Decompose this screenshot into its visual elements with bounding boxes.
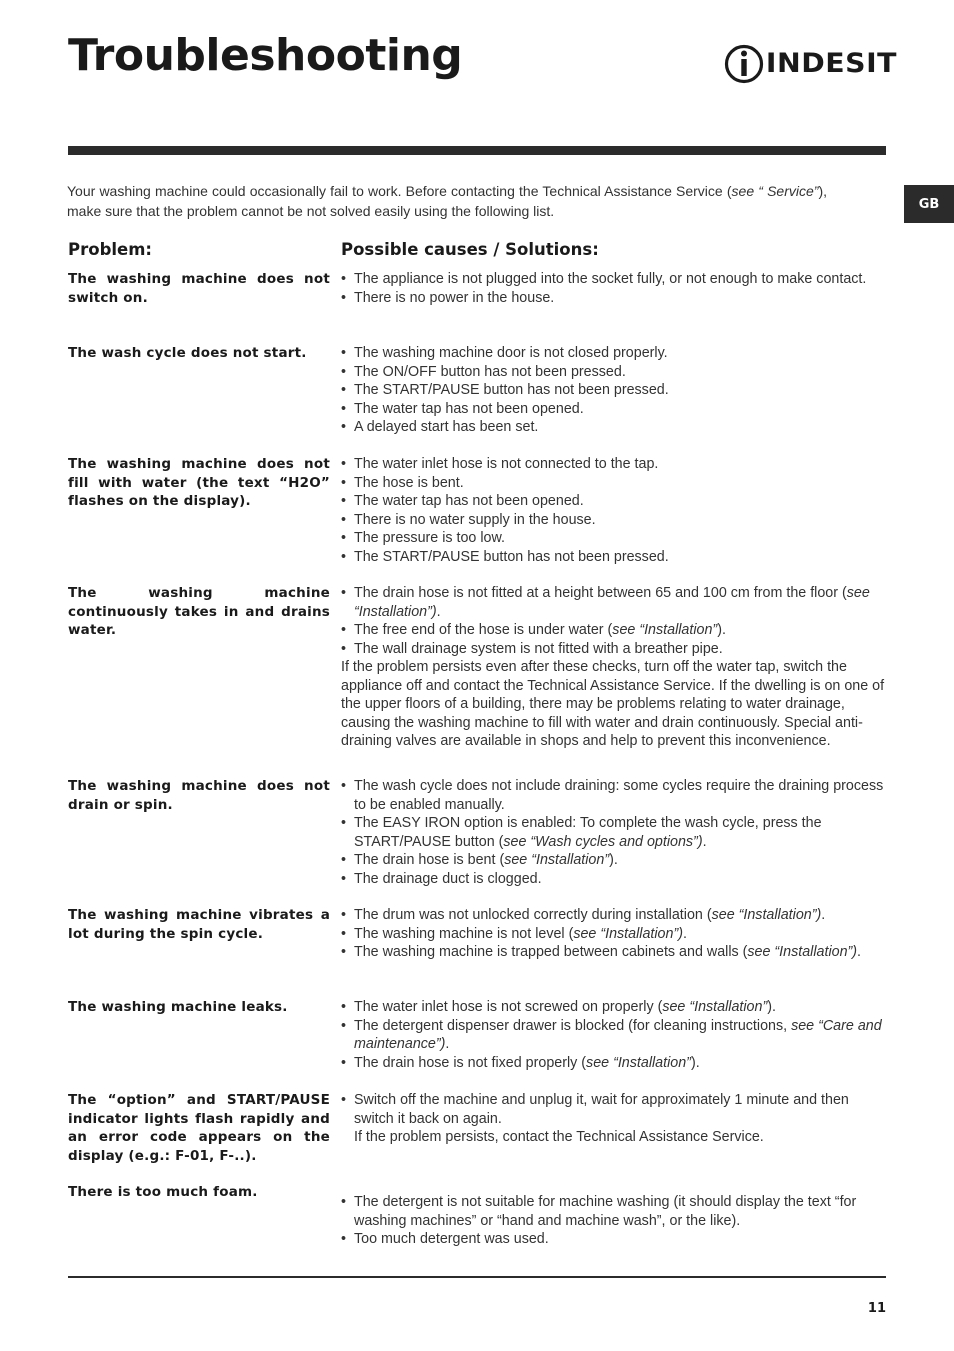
brand-name: INDESIT xyxy=(765,47,898,79)
problem-text: The “option” and START/PAUSE indicator lights flash rapidly and an error code appears on the display (e.g.: F-01, F-..). xyxy=(68,1092,330,1164)
problem-text: The washing machine does not fill with water (the text “H2O” flashes on the display). xyxy=(68,456,330,509)
additional-note: If the problem persists even after these checks, turn off the water tap, switch the appliance off and contact the Technical Assistance Service. If the dwelling is on one of the upper floors of a building, there may be problems relating to water drainage, causing the washing machine to fill with water and drain continuously. Special anti-draining valves are available in shops and help to prevent this inconvenience. xyxy=(341,659,885,749)
section-reference: see “Care and maintenance”) xyxy=(354,1017,882,1052)
cause-item xyxy=(341,814,886,851)
solutions-list xyxy=(341,270,886,307)
problem-text: The washing machine does not drain or spin. xyxy=(68,778,330,813)
solutions-list xyxy=(341,906,886,962)
additional-note: If the problem persists, contact the Technical Assistance Service. xyxy=(354,1129,764,1145)
cause-text: . xyxy=(857,944,862,960)
cause-text: The washing machine is trapped between cabinets and walls ( xyxy=(354,944,748,960)
header-rule xyxy=(68,146,886,155)
section-reference: see “Installation” xyxy=(504,852,610,868)
cause-item xyxy=(341,998,886,1017)
cause-text: The water inlet hose is not screwed on properly ( xyxy=(354,999,663,1015)
cause-text: The water tap has not been opened. xyxy=(354,493,584,509)
cause-text: The water inlet hose is not connected to the tap. xyxy=(354,456,659,472)
cause-text: The detergent is not suitable for machine washing (it should display the text “for washing machines” or “hand and machine wash”, or the like). xyxy=(354,1194,857,1229)
intro-paragraph xyxy=(67,181,827,221)
section-reference: see “Installation”) xyxy=(354,585,870,620)
cause-item xyxy=(341,870,886,889)
intro-service-reference: see “ Service” xyxy=(731,183,819,199)
language-tab: GB xyxy=(904,185,954,223)
cause-text: The pressure is too low. xyxy=(354,530,505,546)
solutions-list xyxy=(341,1091,886,1147)
cause-item xyxy=(341,1091,886,1128)
solutions-list xyxy=(341,1193,886,1249)
cause-item xyxy=(341,289,886,308)
cause-text: The hose is bent. xyxy=(354,474,464,491)
cause-text: . xyxy=(436,603,441,620)
cause-text: The detergent dispenser drawer is blocked (for cleaning instructions, xyxy=(354,1017,792,1034)
cause-text: The free end of the hose is under water ( xyxy=(354,622,613,638)
cause-text: ). xyxy=(690,1054,700,1071)
solutions-list xyxy=(341,344,886,437)
section-reference: see “Installation” xyxy=(586,1054,691,1071)
brand-logo xyxy=(724,40,898,86)
cause-text: Switch off the machine and unplug it, wait for approximately 1 minute and then switch it back on again. xyxy=(354,1092,849,1127)
cause-item xyxy=(341,363,886,382)
cause-text: The drainage duct is clogged. xyxy=(354,870,542,887)
cause-text: The wash cycle does not include draining: some cycles require the draining process to be enabled manually. xyxy=(354,778,884,813)
cause-item xyxy=(341,1193,886,1230)
cause-item xyxy=(341,943,886,962)
page-title: Troubleshooting xyxy=(68,30,463,81)
cause-text: The START/PAUSE button has not been pressed. xyxy=(354,548,669,565)
indesit-i-logo-icon xyxy=(724,40,764,86)
cause-item xyxy=(341,777,886,814)
cause-item xyxy=(341,851,886,870)
cause-text: The drain hose is not fitted at a height between 65 and 100 cm from the floor ( xyxy=(354,585,847,601)
cause-text: The START/PAUSE button has not been pressed. xyxy=(354,382,669,398)
cause-item xyxy=(341,400,886,419)
solutions-column-heading: Possible causes / Solutions: xyxy=(341,240,599,259)
cause-text: ). xyxy=(717,622,726,638)
cause-text: The water tap has not been opened. xyxy=(354,400,584,417)
cause-item xyxy=(341,418,886,437)
problem-text: The washing machine continuously takes in and drains water. xyxy=(68,585,330,638)
problem-text: The washing machine does not switch on. xyxy=(68,271,330,306)
cause-text: . xyxy=(682,925,687,942)
cause-text: A delayed start has been set. xyxy=(354,419,539,435)
cause-item xyxy=(341,1230,886,1249)
intro-text-2: ), make sure that the problem cannot be not solved easily using the following list. xyxy=(67,183,828,219)
problem-text: There is too much foam. xyxy=(68,1184,258,1200)
cause-text: The washing machine is not level ( xyxy=(354,925,574,942)
page-number: 11 xyxy=(867,1301,886,1316)
solutions-list xyxy=(341,584,886,751)
cause-item xyxy=(341,621,886,640)
cause-text: Too much detergent was used. xyxy=(354,1231,549,1247)
cause-text: . xyxy=(821,907,826,923)
cause-text: The drum was not unlocked correctly during installation ( xyxy=(354,907,712,923)
cause-text: The wall drainage system is not fitted with a breather pipe. xyxy=(354,640,723,657)
section-reference: see “Installation” xyxy=(662,999,768,1015)
cause-text: The drain hose is not fixed properly ( xyxy=(354,1054,587,1071)
problem-text: The washing machine leaks. xyxy=(68,999,288,1015)
solutions-list xyxy=(341,777,886,888)
cause-text: The EASY IRON option is enabled: To complete the wash cycle, press the START/PAUSE button ( xyxy=(354,815,822,850)
cause-text: There is no power in the house. xyxy=(354,289,555,306)
cause-item xyxy=(341,548,886,567)
cause-text: The washing machine door is not closed properly. xyxy=(354,345,668,361)
cause-item xyxy=(341,270,886,289)
cause-text: There is no water supply in the house. xyxy=(354,511,596,528)
cause-item xyxy=(341,492,886,511)
cause-text: ). xyxy=(767,999,776,1015)
cause-text: The ON/OFF button has not been pressed. xyxy=(354,363,626,380)
footer-rule xyxy=(68,1276,886,1278)
cause-item xyxy=(341,474,886,493)
cause-item xyxy=(341,640,886,659)
problem-text: The washing machine vibrates a lot during the spin cycle. xyxy=(68,907,330,942)
problem-text: The wash cycle does not start. xyxy=(68,345,307,361)
cause-item xyxy=(341,344,886,363)
cause-text: The drain hose is bent ( xyxy=(354,852,505,868)
cause-item xyxy=(341,1017,886,1054)
intro-text-1: Your washing machine could occasionally fail to work. Before contacting the Technical Assistance Service ( xyxy=(67,183,732,199)
cause-text: . xyxy=(702,833,707,850)
cause-item xyxy=(341,906,886,925)
section-reference: see “Wash cycles and options”) xyxy=(503,833,703,850)
cause-item xyxy=(341,511,886,530)
section-reference: see “Installation” xyxy=(612,622,718,638)
solutions-list xyxy=(341,455,886,566)
solutions-list xyxy=(341,998,886,1072)
cause-item xyxy=(341,455,886,474)
cause-text: . xyxy=(445,1036,450,1052)
cause-text: ). xyxy=(609,852,618,868)
cause-item xyxy=(341,1054,886,1073)
section-reference: see “Installation”) xyxy=(747,944,858,960)
cause-item xyxy=(341,584,886,621)
section-reference: see “Installation”) xyxy=(711,907,822,923)
cause-item xyxy=(341,381,886,400)
cause-item xyxy=(341,925,886,944)
cause-item xyxy=(341,529,886,548)
problem-column-heading: Problem: xyxy=(68,240,153,259)
section-reference: see “Installation”) xyxy=(573,925,683,942)
cause-text: The appliance is not plugged into the socket fully, or not enough to make contact. xyxy=(354,271,867,287)
